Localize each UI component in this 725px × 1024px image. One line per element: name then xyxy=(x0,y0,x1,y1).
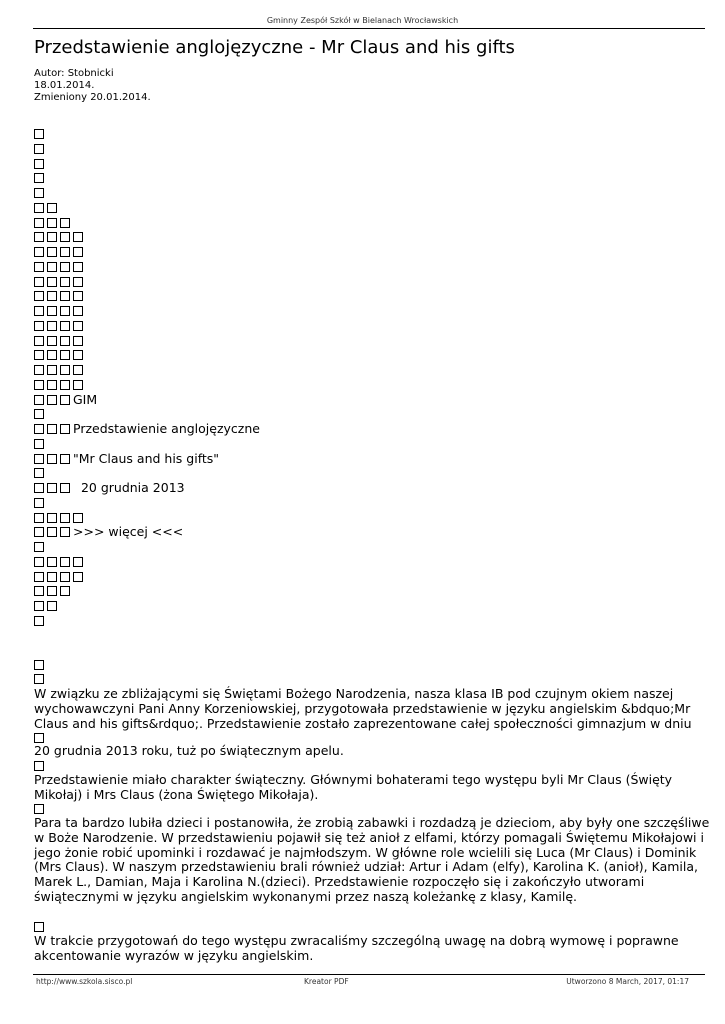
missing-glyph-box xyxy=(34,232,44,242)
missing-glyph-box xyxy=(60,527,70,537)
running-header: Gminny Zespół Szkół w Bielanach Wrocławskich xyxy=(266,16,459,25)
missing-glyph-box xyxy=(34,922,44,932)
article-title: Przedstawienie anglojęzyczne - Mr Claus and his gifts xyxy=(34,37,515,58)
glyph-line xyxy=(34,466,260,481)
missing-glyph-box xyxy=(73,306,83,316)
missing-glyph-box xyxy=(60,424,70,434)
glyph-line xyxy=(34,496,260,511)
missing-glyph-box xyxy=(34,173,44,183)
missing-glyph-box xyxy=(47,557,57,567)
missing-glyph-box xyxy=(47,218,57,228)
missing-glyph-box xyxy=(47,586,57,596)
missing-glyph-box xyxy=(60,557,70,567)
missing-glyph-box xyxy=(47,291,57,301)
glyph-line xyxy=(34,319,260,334)
glyph-line xyxy=(34,186,260,201)
glyph-line xyxy=(34,393,260,408)
missing-glyph-box xyxy=(47,232,57,242)
missing-glyph-box xyxy=(47,336,57,346)
footer-rule xyxy=(33,974,705,975)
missing-glyph-box xyxy=(34,616,44,626)
missing-glyph-box xyxy=(34,513,44,523)
glyph-lines xyxy=(34,127,260,629)
missing-glyph-box xyxy=(60,395,70,405)
missing-glyph-box xyxy=(47,277,57,287)
glyph-line xyxy=(34,614,260,629)
article-meta xyxy=(34,68,151,104)
missing-glyph-box xyxy=(34,424,44,434)
missing-glyph-box xyxy=(60,232,70,242)
missing-glyph-box xyxy=(34,277,44,287)
missing-glyph-box xyxy=(34,395,44,405)
missing-glyph-box xyxy=(34,527,44,537)
glyph-row xyxy=(34,658,710,673)
missing-glyph-box xyxy=(73,321,83,331)
missing-glyph-box xyxy=(34,380,44,390)
missing-glyph-box xyxy=(47,513,57,523)
glyph-line xyxy=(34,570,260,585)
missing-glyph-box xyxy=(47,424,57,434)
modified-date: Zmieniony 20.01.2014. xyxy=(34,92,151,103)
missing-glyph-box xyxy=(73,291,83,301)
glyph-line xyxy=(34,275,260,290)
missing-glyph-box xyxy=(47,380,57,390)
missing-glyph-box xyxy=(34,468,44,478)
missing-glyph-box xyxy=(60,586,70,596)
glyph-line xyxy=(34,555,260,570)
missing-glyph-box xyxy=(34,454,44,464)
missing-glyph-box xyxy=(47,601,57,611)
missing-glyph-box xyxy=(34,660,44,670)
missing-glyph-box xyxy=(47,527,57,537)
missing-glyph-box xyxy=(34,409,44,419)
missing-glyph-box xyxy=(34,159,44,169)
missing-glyph-box xyxy=(73,262,83,272)
missing-glyph-box xyxy=(34,674,44,684)
glyph-line xyxy=(34,245,260,260)
missing-glyph-box xyxy=(60,350,70,360)
missing-glyph-box xyxy=(34,306,44,316)
glyph-line-text: GIM xyxy=(73,391,98,407)
missing-glyph-box xyxy=(73,232,83,242)
missing-glyph-box xyxy=(60,336,70,346)
glyph-line xyxy=(34,171,260,186)
missing-glyph-box xyxy=(34,586,44,596)
glyph-line xyxy=(34,584,260,599)
missing-glyph-box xyxy=(47,483,57,493)
paragraph-story: Para ta bardzo lubiła dzieci i postanowiła, że zrobią zabawki i rozdadzą je dzieciom, aby były one szczęśliwe w Boże Narodzenie. W przedstawieniu pojawił się też anioł z elfami, którzy pomagali Świętemu Mikołajowi i jego żonie robić upominki i rozdawać je najmłodszym. W główne role wcielili się Luca (Mr Claus) i Dominik (Mrs Claus). W naszym przedstawieniu brali również udział: Artur i Adam (elfy), Karolina K. (anioł), Kamila, Marek L., Damian, Maja i Karolina N.(dzieci). Przedstawienie rozpoczęło się i zakończyło utworami świątecznymi w języku angielskim wykonanymi przez naszą koleżankę z klasy, Kamilę. xyxy=(34,815,710,904)
glyph-line xyxy=(34,599,260,614)
glyph-line xyxy=(34,142,260,157)
paragraph-preparation: W trakcie przygotowań do tego występu zwracaliśmy szczególną uwagę na dobrą wymowę i poprawne akcentowanie wyrazów w języku angielskim. xyxy=(34,933,679,963)
missing-glyph-box xyxy=(60,277,70,287)
glyph-line xyxy=(34,437,260,452)
glyph-line xyxy=(34,334,260,349)
missing-glyph-box xyxy=(47,321,57,331)
glyph-line xyxy=(34,304,260,319)
glyph-line xyxy=(34,363,260,378)
glyph-line xyxy=(34,378,260,393)
missing-glyph-box xyxy=(73,247,83,257)
missing-glyph-box xyxy=(34,542,44,552)
missing-glyph-box xyxy=(47,454,57,464)
missing-glyph-box xyxy=(60,321,70,331)
missing-glyph-box xyxy=(73,277,83,287)
glyph-line xyxy=(34,481,260,496)
missing-glyph-box xyxy=(34,262,44,272)
glyph-line xyxy=(34,540,260,555)
missing-glyph-box xyxy=(60,572,70,582)
missing-glyph-box xyxy=(34,804,44,814)
missing-glyph-box xyxy=(34,291,44,301)
glyph-line-text: Przedstawienie anglojęzyczne xyxy=(73,421,260,436)
missing-glyph-box xyxy=(60,218,70,228)
missing-glyph-box xyxy=(34,247,44,257)
missing-glyph-box xyxy=(34,483,44,493)
missing-glyph-box xyxy=(73,350,83,360)
header-rule xyxy=(33,28,705,29)
missing-glyph-box xyxy=(60,483,70,493)
footer-url: http://www.szkola.sisco.pl xyxy=(36,977,133,986)
missing-glyph-box xyxy=(47,306,57,316)
missing-glyph-box xyxy=(34,350,44,360)
missing-glyph-box xyxy=(47,365,57,375)
paragraph-characters: Przedstawienie miało charakter świąteczny. Głównymi bohaterami tego występu byli Mr Claus (Święty Mikołaj) i Mrs Claus (żona Świętego Mikołaja). xyxy=(34,772,673,802)
glyph-line xyxy=(34,260,260,275)
missing-glyph-box xyxy=(60,513,70,523)
missing-glyph-box xyxy=(60,291,70,301)
missing-glyph-box xyxy=(60,247,70,257)
missing-glyph-box xyxy=(34,572,44,582)
missing-glyph-box xyxy=(73,572,83,582)
missing-glyph-box xyxy=(73,513,83,523)
missing-glyph-box xyxy=(34,557,44,567)
missing-glyph-box xyxy=(34,733,44,743)
footer-creator: Kreator PDF xyxy=(304,977,349,986)
missing-glyph-box xyxy=(60,365,70,375)
missing-glyph-box xyxy=(34,498,44,508)
missing-glyph-box xyxy=(34,761,44,771)
glyph-line xyxy=(34,452,260,467)
glyph-line xyxy=(34,422,260,437)
missing-glyph-box xyxy=(73,336,83,346)
missing-glyph-box xyxy=(34,144,44,154)
missing-glyph-box xyxy=(47,572,57,582)
footer-created: Utworzono 8 March, 2017, 01:17 xyxy=(566,977,689,986)
glyph-line-text: 20 grudnia 2013 xyxy=(73,480,185,495)
missing-glyph-box xyxy=(34,336,44,346)
glyph-line-text: "Mr Claus and his gifts" xyxy=(73,450,220,466)
paragraph-intro: W związku ze zbliżającymi się Świętami Bożego Narodzenia, nasza klasa IB pod czujnym okiem naszej wychowawczyni Pani Anny Korzeniowskiej, przygotowała przedstawienie w języku angielskim &bdquo;Mr Claus and his gifts&rdquo;. Przedstawienie zostało zaprezentowane całej społeczności gimnazjum w dniu xyxy=(34,686,692,731)
missing-glyph-box xyxy=(34,321,44,331)
missing-glyph-box xyxy=(47,395,57,405)
missing-glyph-box xyxy=(47,262,57,272)
missing-glyph-box xyxy=(60,306,70,316)
missing-glyph-box xyxy=(34,188,44,198)
missing-glyph-box xyxy=(34,203,44,213)
missing-glyph-box xyxy=(73,365,83,375)
glyph-line xyxy=(34,127,260,142)
missing-glyph-box xyxy=(60,380,70,390)
glyph-line xyxy=(34,525,260,540)
missing-glyph-box xyxy=(47,247,57,257)
missing-glyph-box xyxy=(60,262,70,272)
glyph-line xyxy=(34,407,260,422)
missing-glyph-box xyxy=(47,350,57,360)
paragraph-date: 20 grudnia 2013 roku, tuż po świątecznym apelu. xyxy=(34,743,344,758)
missing-glyph-box xyxy=(60,454,70,464)
created-date: 18.01.2014. xyxy=(34,80,95,91)
missing-glyph-box xyxy=(73,557,83,567)
glyph-line xyxy=(34,230,260,245)
missing-glyph-box xyxy=(34,601,44,611)
missing-glyph-box xyxy=(34,365,44,375)
missing-glyph-box xyxy=(34,218,44,228)
missing-glyph-box xyxy=(34,439,44,449)
missing-glyph-box xyxy=(47,203,57,213)
missing-glyph-box xyxy=(34,129,44,139)
glyph-line xyxy=(34,216,260,231)
missing-glyph-box xyxy=(73,380,83,390)
glyph-row xyxy=(34,672,710,687)
glyph-line xyxy=(34,348,260,363)
glyph-line xyxy=(34,157,260,172)
glyph-line-text: >>> więcej <<< xyxy=(73,524,184,540)
author-line: Autor: Stobnicki xyxy=(34,68,114,79)
glyph-line xyxy=(34,201,260,216)
glyph-line xyxy=(34,511,260,526)
glyph-line xyxy=(34,289,260,304)
